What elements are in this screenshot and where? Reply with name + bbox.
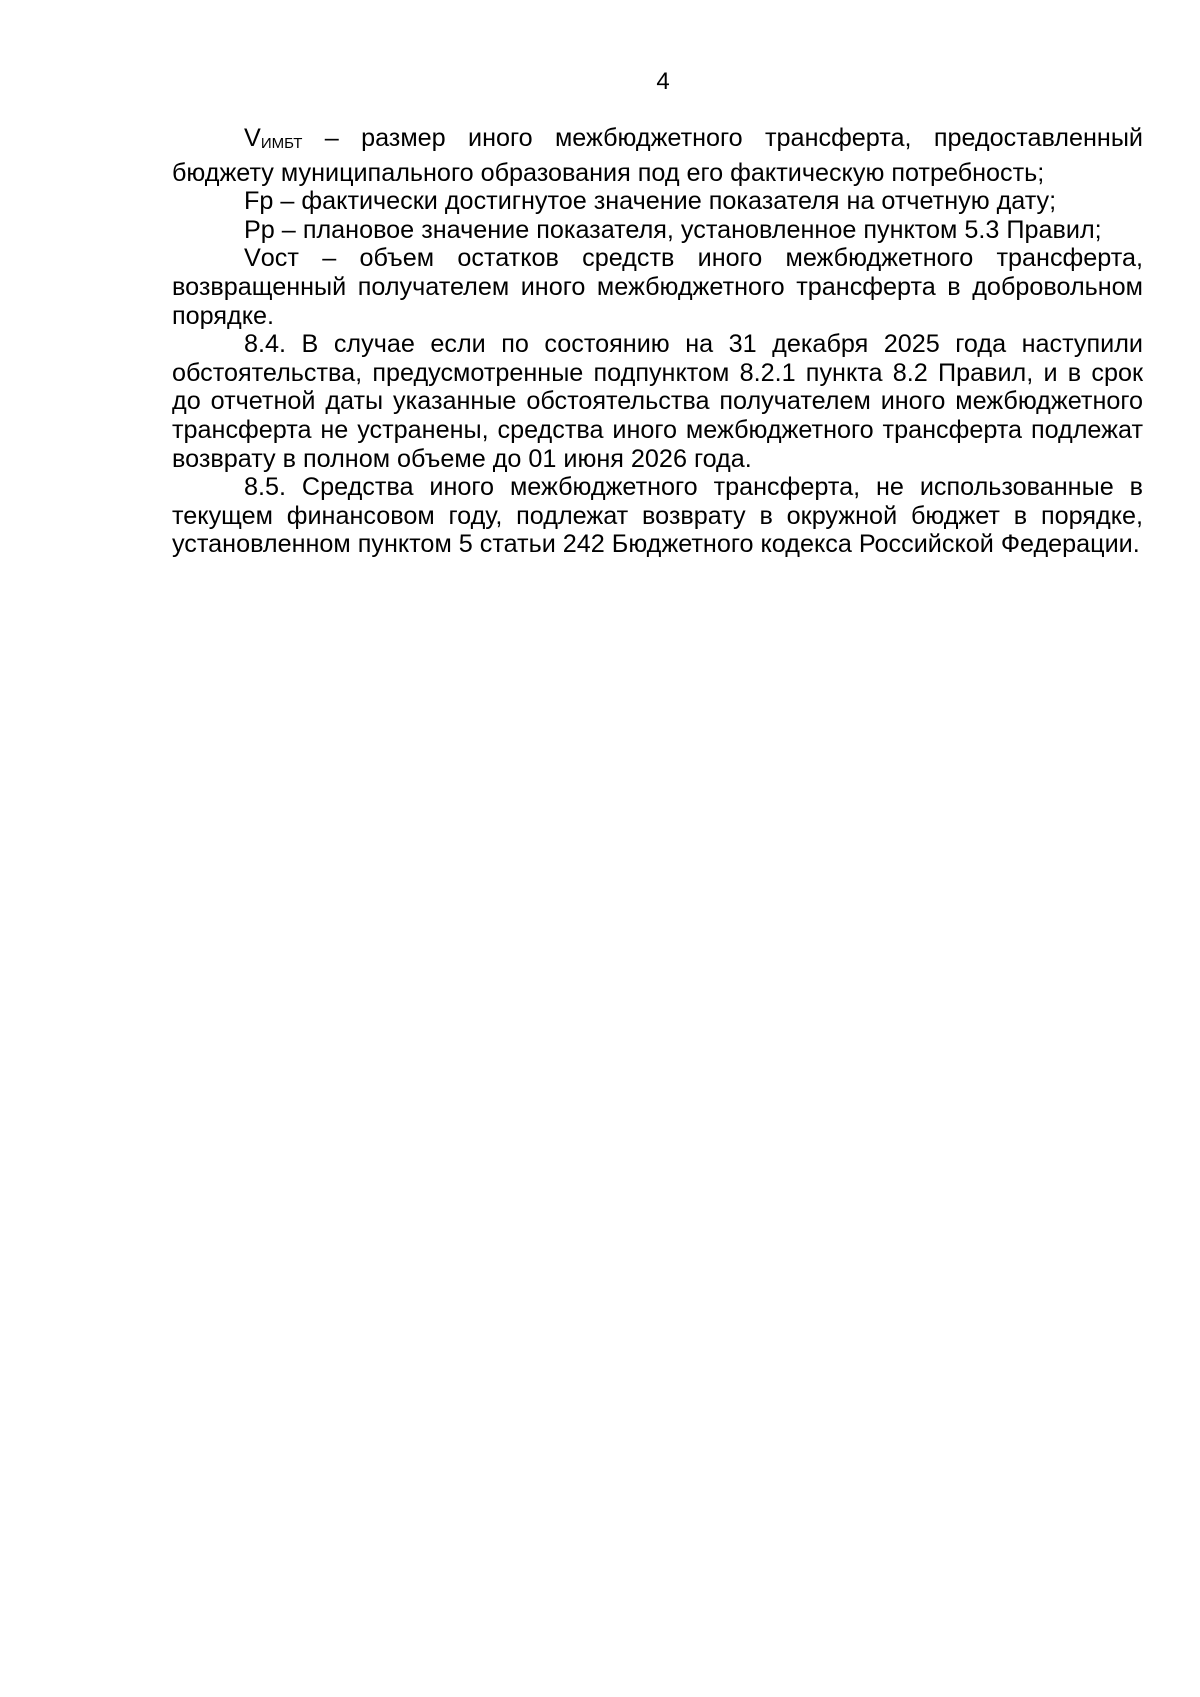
paragraph-8-4: 8.4. В случае если по состоянию на 31 декабря 2025 года наступили обстоятельства, предусмотренные подпунктом 8.2.1 пункта 8.2 Правил, и в срок до отчетной даты указанные обстоятельства получателем иного межбюджетного трансферта не устранены, средства иного межбюджетного трансферта подлежат возврату в полном объеме до 01 июня 2026 года. (172, 330, 1143, 473)
formula-symbol: V (244, 124, 261, 152)
formula-subscript: ИМБТ (260, 135, 303, 152)
formula-symbol: Pp (244, 215, 275, 244)
formula-symbol: Vост (244, 244, 299, 273)
definition-fp (172, 187, 1143, 216)
definition-text: – плановое значение показателя, установленное пунктом 5.3 Правил; (274, 215, 1102, 244)
page-number: 4 (656, 68, 670, 95)
formula-symbol: Fp (244, 187, 274, 216)
definition-text: – объем остатков средств иного межбюджетного трансферта, возвращенный получателем иного межбюджетного трансферта в добровольном порядке. (172, 244, 1143, 330)
definition-v-imbt (172, 124, 1143, 187)
document-body (172, 124, 1143, 559)
definition-pp (172, 216, 1143, 245)
paragraph-8-5: 8.5. Средства иного межбюджетного трансферта, не использованные в текущем финансовом году, подлежат возврату в окружной бюджет в порядке, установленном пунктом 5 статьи 242 Бюджетного кодекса Российской Федерации. (172, 473, 1143, 559)
definition-text: – размер иного межбюджетного трансферта, предоставленный бюджету муниципального образования под его фактическую потребность; (172, 124, 1143, 187)
definition-text: – фактически достигнутое значение показателя на отчетную дату; (273, 187, 1057, 216)
definition-v-ost (172, 244, 1143, 330)
